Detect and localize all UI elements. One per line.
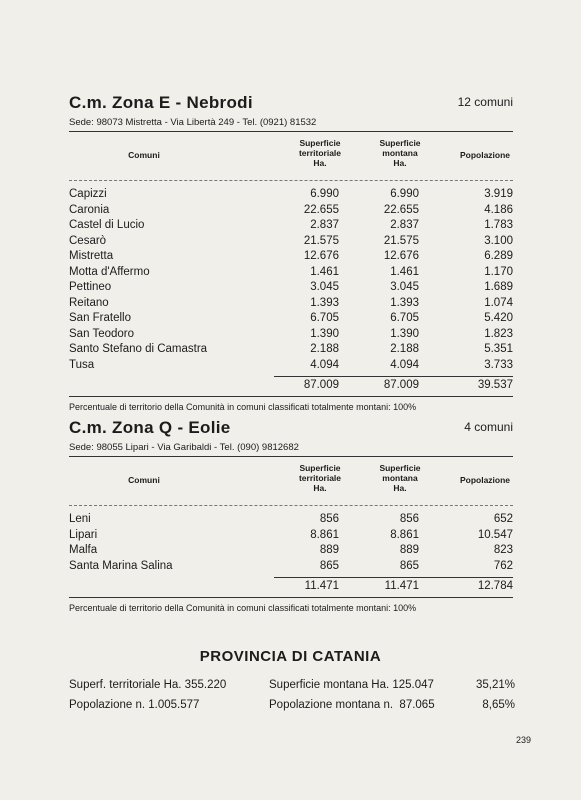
sup-mont-cell: 2.188 [390,343,419,355]
total-sup-terr: 11.471 [304,580,339,592]
col-comuni: Comuni [128,150,160,160]
total-popolazione: 39.537 [477,379,513,391]
col-sup-mont-l2: montana [382,473,418,483]
sup-montana: Superficie montana Ha. 125.047 [269,679,434,691]
sup-terr-cell: 6.705 [310,312,339,324]
col-sup-mont-l3: Ha. [393,483,407,493]
section-title: C.m. Zona E - Nebrodi [69,93,253,112]
popolazione-cell: 823 [493,544,513,556]
comune-name: Pettineo [69,281,112,293]
pop-montana-pct: 8,65% [482,699,515,711]
province-row [69,675,515,695]
col-sup-terr [285,138,355,168]
sup-mont-cell: 1.393 [390,296,419,309]
table-header [69,457,513,505]
sup-terr-cell: 1.390 [310,327,339,340]
table-body [69,187,513,373]
table-row [69,218,513,234]
table-row [69,280,513,296]
popolazione-cell: 1.783 [484,219,513,231]
percent-note: Percentuale di territorio della Comunità in comuni classificati totalmente montani: 100% [69,603,417,613]
comuni-count: 12 comuni [457,95,513,109]
sup-mont-cell: 856 [399,513,419,525]
comune-name: San Teodoro [69,327,135,340]
total-sup-terr: 87.009 [303,379,339,391]
popolazione-cell: 1.823 [484,327,513,340]
divider [69,180,513,181]
table-row [69,249,513,265]
sup-terr-cell: 2.837 [310,219,339,231]
table-row [69,528,513,544]
province-row [69,695,515,715]
table-row [69,559,513,575]
sup-mont-cell: 12.676 [383,250,419,262]
sup-terr-cell: 22.655 [303,203,339,216]
popolazione: Popolazione n. 1.005.577 [69,699,200,711]
sup-mont-cell: 22.655 [383,203,419,216]
popolazione-cell: 1.170 [484,265,513,278]
sede-address: Sede: 98073 Mistretta - Via Libertà 249 - Tel. (0921) 81532 [69,117,317,128]
total-popolazione: 12.784 [477,580,513,592]
sup-mont-cell: 6.705 [390,312,419,324]
col-sup-mont-l1: Superficie [379,463,421,473]
comune-name: Motta d'Affermo [69,265,150,278]
comune-name: Leni [69,513,91,525]
sup-terr-cell: 21.575 [303,234,339,247]
col-sup-mont-l2: montana [382,148,418,158]
table-row [69,512,513,528]
table-body [69,512,513,574]
comune-name: Reitano [69,296,109,309]
col-comuni: Comuni [128,475,160,485]
sup-terr-cell: 8.861 [310,528,339,541]
sede-address: Sede: 98055 Lipari - Via Garibaldi - Tel. (090) 9812682 [69,442,299,453]
comune-name: Tusa [69,358,95,371]
sup-mont-cell: 865 [399,559,419,572]
sup-terr-cell: 3.045 [310,281,339,293]
col-sup-terr-l1: Superficie [299,138,341,148]
sup-mont-cell: 21.575 [383,234,419,247]
comune-name: Castel di Lucio [69,219,145,231]
comune-name: Lipari [69,528,98,541]
table-row [69,296,513,312]
province-summary [69,675,515,715]
popolazione-cell: 5.351 [484,343,513,355]
comuni-count: 4 comuni [464,420,513,434]
col-sup-terr-l1: Superficie [299,463,341,473]
table-row [69,234,513,250]
comune-name: San Fratello [69,312,132,324]
comune-name: Mistretta [69,250,114,262]
col-sup-mont-l3: Ha. [393,158,407,168]
popolazione-cell: 3.733 [484,358,513,371]
sup-montana-pct: 35,21% [475,679,515,691]
popolazione-cell: 652 [493,513,513,525]
col-sup-terr-l3: Ha. [313,158,327,168]
sup-mont-cell: 1.461 [390,265,419,278]
popolazione-cell: 3.100 [484,234,513,247]
col-sup-mont [365,138,435,168]
popolazione-cell: 762 [493,559,513,572]
percent-note: Percentuale di territorio della Comunità in comuni classificati totalmente montani: 100% [69,402,417,412]
table-row [69,358,513,374]
total-sup-mont: 11.471 [384,580,419,592]
popolazione-cell: 1.074 [484,296,513,309]
sup-terr-cell: 2.188 [310,343,339,355]
col-sup-mont [365,463,435,493]
province-title: PROVINCIA DI CATANIA [199,648,382,665]
section-nebrodi [69,93,513,412]
page-number: 239 [515,735,531,745]
comune-name: Capizzi [69,188,107,200]
table-row [69,342,513,358]
section-header [69,418,513,440]
pop-montana: Popolazione montana n. 87.065 [269,699,435,711]
sup-terr-cell: 889 [319,544,339,556]
table-row [69,265,513,281]
sup-terr-cell: 12.676 [303,250,339,262]
popolazione-cell: 4.186 [484,203,513,216]
divider [69,505,513,506]
sup-terr-cell: 865 [319,559,339,572]
sup-mont-cell: 6.990 [390,188,419,200]
total-sup-mont: 87.009 [383,379,419,391]
table-header [69,132,513,180]
comune-name: Cesarò [69,234,107,247]
col-sup-mont-l1: Superficie [379,138,421,148]
sup-mont-cell: 889 [399,544,419,556]
table-row [69,311,513,327]
comune-name: Santo Stefano di Camastra [69,343,208,355]
comune-name: Malfa [69,544,98,556]
section-eolie [69,418,513,613]
popolazione-cell: 3.919 [484,188,513,200]
popolazione-cell: 6.289 [484,250,513,262]
sup-mont-cell: 4.094 [390,358,419,371]
sup-terr-cell: 6.990 [310,188,339,200]
sup-terr-cell: 1.393 [310,296,339,309]
section-title: C.m. Zona Q - Eolie [69,418,231,437]
sup-mont-cell: 3.045 [390,281,419,293]
sup-mont-cell: 8.861 [390,528,419,541]
table-row [69,543,513,559]
table-row [69,187,513,203]
table-row [69,203,513,219]
totals-row [69,377,513,394]
sup-terr-cell: 856 [319,513,339,525]
col-popolazione: Popolazione [459,150,511,160]
comune-name: Santa Marina Salina [69,559,173,572]
popolazione-cell: 1.689 [484,281,513,293]
comune-name: Caronia [69,203,110,216]
col-sup-terr-l2: territoriale [298,473,342,483]
sup-terr-cell: 1.461 [310,265,339,278]
section-header [69,93,513,115]
sup-terr-cell: 4.094 [310,358,339,371]
popolazione-cell: 10.547 [477,528,513,541]
table-row [69,327,513,343]
sup-mont-cell: 2.837 [390,219,419,231]
col-sup-terr-l2: territoriale [298,148,342,158]
col-sup-terr [285,463,355,493]
col-sup-terr-l3: Ha. [313,483,327,493]
totals-row [69,578,513,595]
sup-territoriale: Superf. territoriale Ha. 355.220 [69,679,227,691]
sup-mont-cell: 1.390 [390,327,419,340]
popolazione-cell: 5.420 [484,312,513,324]
col-popolazione: Popolazione [459,475,511,485]
